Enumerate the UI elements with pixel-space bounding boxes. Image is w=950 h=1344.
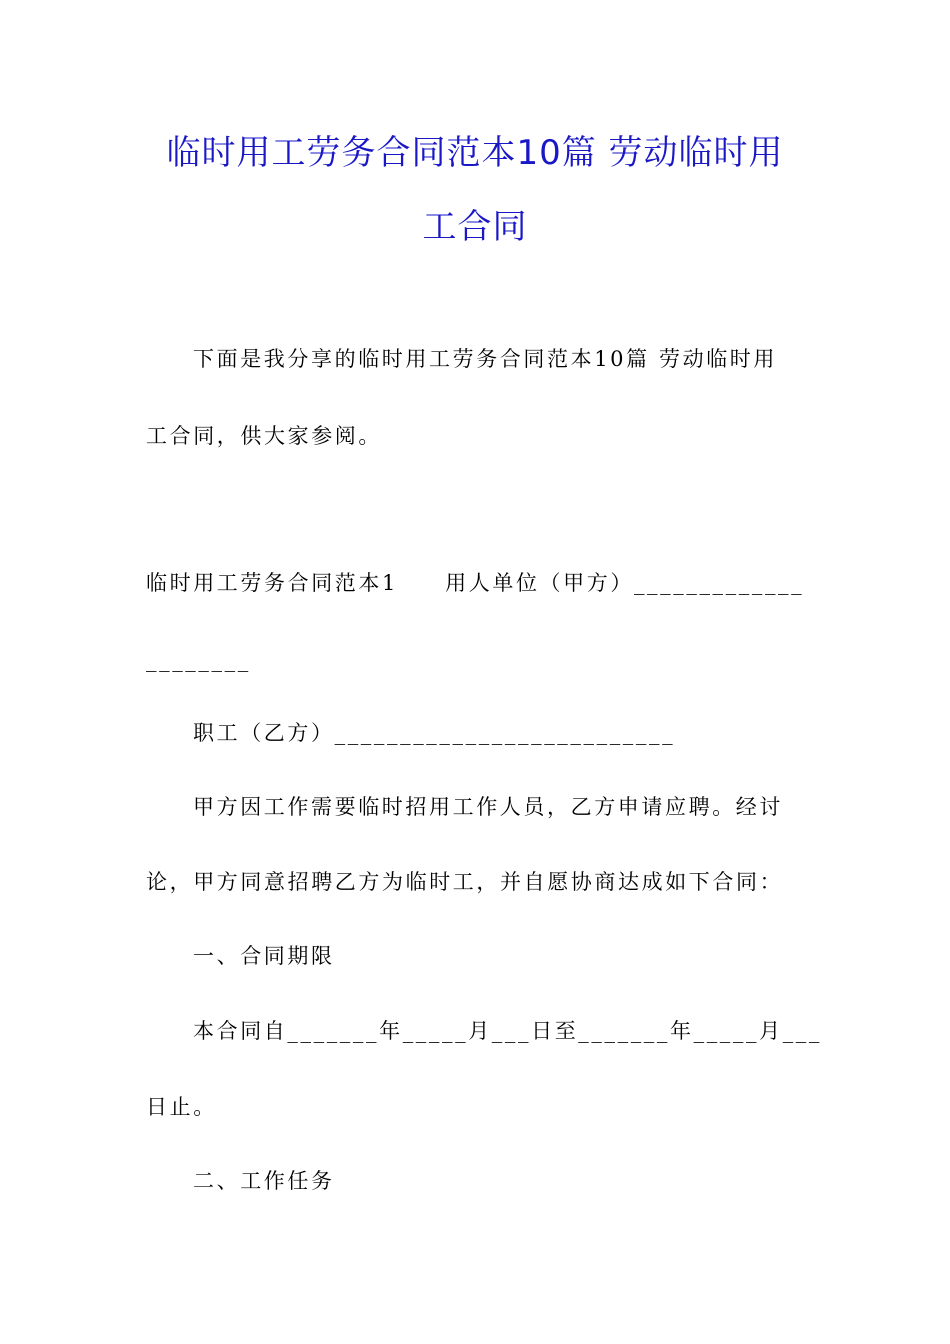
intro-paragraph-line-1: 下面是我分享的临时用工劳务合同范本10篇 劳动临时用 — [193, 347, 777, 371]
document-title-line-1: 临时用工劳务合同范本10篇 劳动临时用 — [166, 133, 784, 173]
agreement-paragraph-line-2: 论，甲方同意招聘乙方为临时工，并自愿协商达成如下合同： — [146, 870, 784, 894]
sample-1-heading-line-1: 临时用工劳务合同范本1 用人单位（甲方）_____________ — [146, 571, 805, 595]
sample-1-heading-line-2: ________ — [146, 648, 251, 672]
employee-party-line: 职工（乙方）__________________________ — [193, 721, 676, 745]
section-2-heading: 二、工作任务 — [193, 1169, 335, 1193]
document-title-line-2: 工合同 — [422, 207, 528, 247]
section-1-heading: 一、合同期限 — [193, 944, 335, 968]
contract-term-line-1: 本合同自_______年_____月___日至_______年_____月___ — [193, 1019, 822, 1043]
intro-paragraph-line-2: 工合同，供大家参阅。 — [146, 424, 382, 448]
contract-term-line-2: 日止。 — [146, 1095, 217, 1119]
agreement-paragraph-line-1: 甲方因工作需要临时招用工作人员，乙方申请应聘。经讨 — [193, 795, 783, 819]
